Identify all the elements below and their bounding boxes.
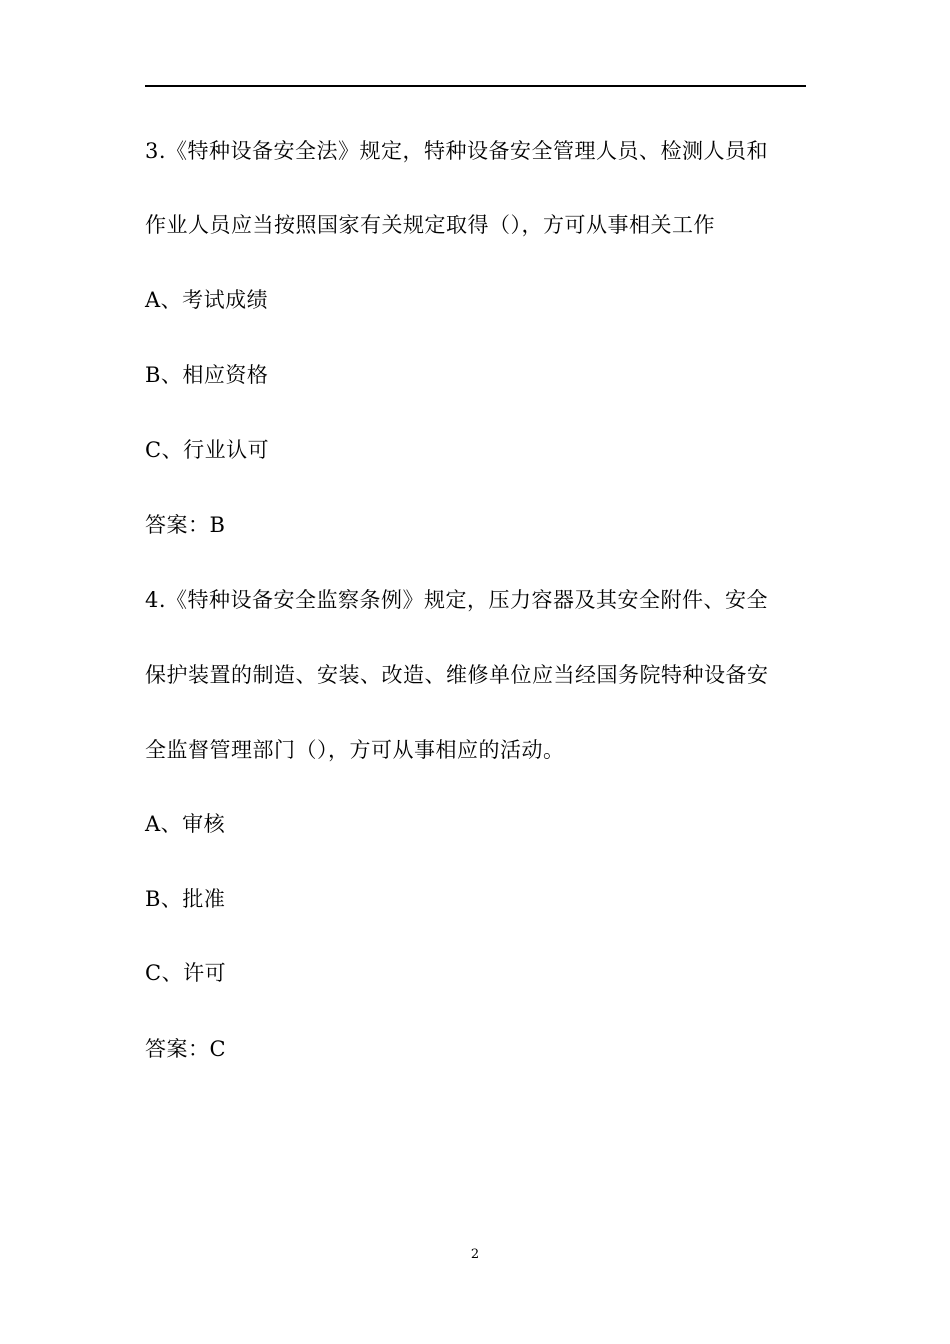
question-3-option-a: A、考试成绩 — [145, 288, 269, 312]
question-4-answer: 答案：C — [145, 1037, 227, 1061]
question-4-option-c: C、许可 — [145, 961, 227, 985]
question-3-option-c: C、行业认可 — [145, 438, 270, 462]
header-rule — [145, 85, 806, 87]
question-4-stem-line-2: 保护装置的制造、安装、改造、维修单位应当经国务院特种设备安 — [145, 663, 769, 687]
question-3-answer: 答案：B — [145, 513, 226, 537]
question-4-option-b: B、批准 — [145, 887, 226, 911]
question-3-stem-line-1: 3.《特种设备安全法》规定，特种设备安全管理人员、检测人员和 — [145, 139, 769, 163]
question-3-stem-line-2: 作业人员应当按照国家有关规定取得（），方可从事相关工作 — [145, 213, 715, 237]
question-3-option-b: B、相应资格 — [145, 363, 269, 387]
page-number: 2 — [470, 1247, 480, 1262]
question-4-option-a: A、审核 — [145, 812, 226, 836]
question-4-stem-line-3: 全监督管理部门（），方可从事相应的活动。 — [145, 738, 565, 762]
question-4-stem-line-1: 4.《特种设备安全监察条例》规定，压力容器及其安全附件、安全 — [145, 588, 769, 612]
